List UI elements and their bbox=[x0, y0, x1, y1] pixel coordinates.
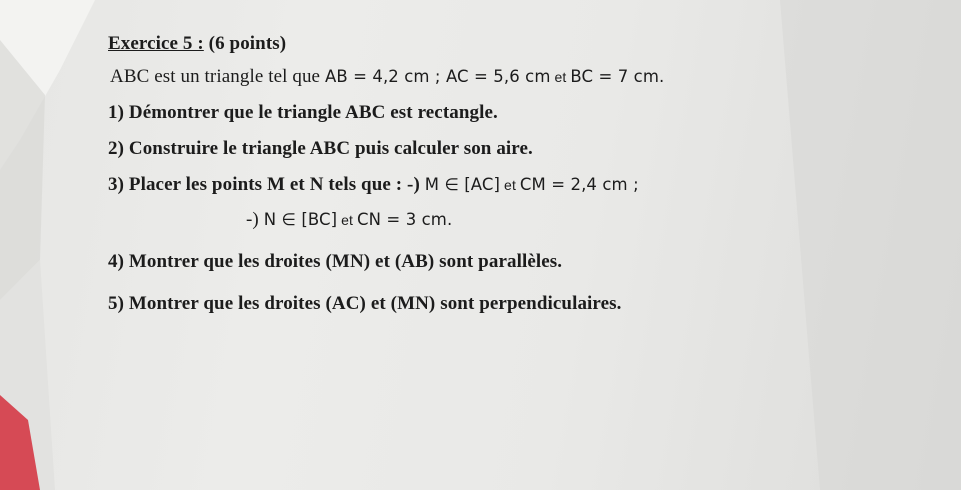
intro-line bbox=[110, 66, 664, 88]
question-3b-text-1: -) bbox=[246, 209, 264, 230]
question-4: 4) Montrer que les droites (MN) et (AB) sont parallèles. bbox=[108, 251, 563, 272]
question-3 bbox=[108, 174, 639, 196]
question-3-math-1: M ∈ [AC] bbox=[424, 175, 501, 194]
question-3b-math-2: CN = 3 cm. bbox=[357, 210, 453, 229]
question-2: 2) Construire le triangle ABC puis calculer son aire. bbox=[108, 138, 533, 159]
exercise-title-main: Exercice 5 : bbox=[108, 33, 204, 54]
intro-text-2: et bbox=[550, 69, 571, 85]
intro-math-2: BC = 7 cm. bbox=[570, 67, 665, 86]
question-3b-text-2: et bbox=[337, 212, 358, 228]
question-5: 5) Montrer que les droites (AC) et (MN) sont perpendiculaires. bbox=[108, 293, 622, 314]
intro-text-1: ABC est un triangle tel que bbox=[110, 66, 325, 87]
question-3-text-2: et bbox=[500, 177, 520, 193]
question-3-part-b bbox=[246, 209, 452, 231]
question-1: 1) Démontrer que le triangle ABC est rectangle. bbox=[108, 102, 498, 123]
question-3-math-2: CM = 2,4 cm ; bbox=[519, 175, 639, 194]
question-3-text-1: 3) Placer les points M et N tels que : -) bbox=[108, 174, 425, 195]
exercise-title-points: (6 points) bbox=[203, 33, 287, 54]
exercise-title bbox=[108, 33, 286, 55]
intro-math-1: AB = 4,2 cm ; AC = 5,6 cm bbox=[324, 67, 551, 86]
question-3b-math-1: N ∈ [BC] bbox=[263, 210, 338, 229]
